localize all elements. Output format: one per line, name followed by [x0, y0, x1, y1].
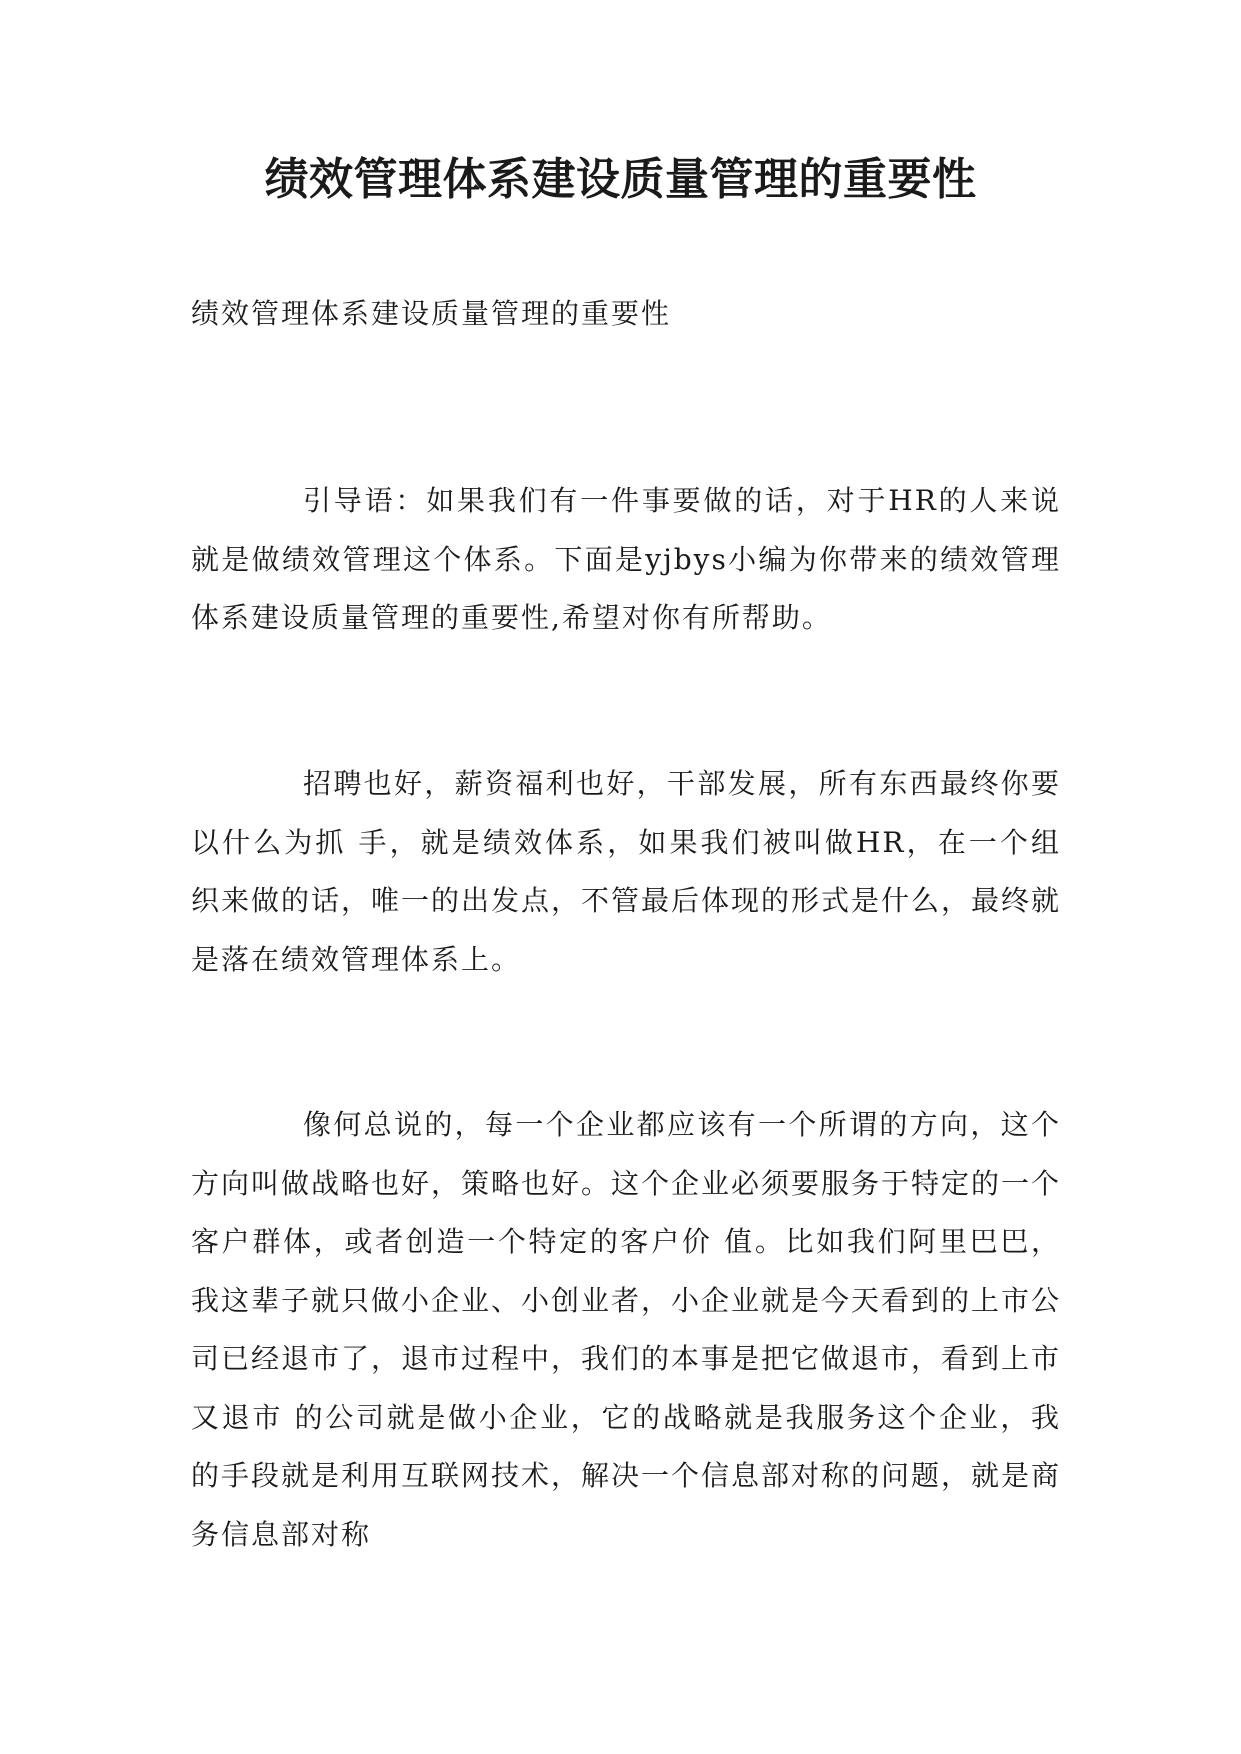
paragraph-body: 像何总说的，每一个企业都应该有一个所谓的方向，这个方向叫做战略也好，策略也好。这个企业必须要服务于特定的一个客户群体，或者创造一个特定的客户价 值。比如我们阿里巴巴，我这辈子就只做小企业、小创业者，小企业就是今天看到的上市公司已经退市了，退市过程中，我们的本事是把它做退市，看到上市又退市 的公司就是做小企业，它的战略就是我服务这个企业，我的手段就是利用互联网技术，解决一个信息部对称的问题，就是商务信息部对称 [191, 1108, 1062, 1551]
document-title: 绩效管理体系建设质量管理的重要性 [264, 154, 977, 205]
document-subtitle: 绩效管理体系建设质量管理的重要性 [191, 297, 672, 330]
paragraph-intro: 引导语：如果我们有一件事要做的话，对于HR的人来说就是做绩效管理这个体系。下面是yjbys小编为你带来的绩效管理体系建设质量管理的重要性,希望对你有所帮助。 [191, 484, 1061, 634]
paragraph-body: 招聘也好，薪资福利也好，干部发展，所有东西最终你要以什么为抓 手，就是绩效体系，如果我们被叫做HR，在一个组织来做的话，唯一的出发点，不管最后体现的形式是什么，最终就是落在绩效管理体系上。 [191, 767, 1062, 976]
